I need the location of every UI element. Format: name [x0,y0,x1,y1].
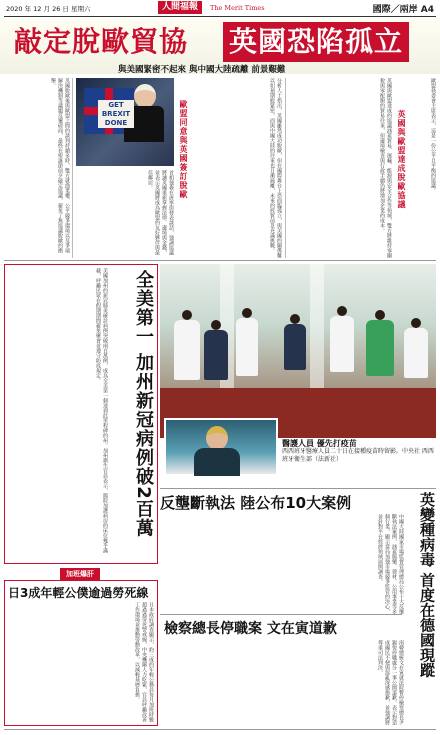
newspaper-logo: 人間福報 [158,1,202,14]
footer-rule [4,729,436,730]
japan-story-title: 日3成年輕公僕逾過勞死線 [8,586,149,600]
headline-banner [0,18,440,74]
newspaper-logo-english: The Merit Times [210,4,265,12]
caption-heading: 醫護人員 優先打疫苗 [282,439,357,448]
section-rule [160,488,436,489]
japan-story-tag: 加班爆肝 [60,568,100,580]
article-text-block: 歐盟執委會主席表示，這是一份公平且平衡的協議。 [430,78,436,193]
column-divider [72,78,73,258]
section-rule [4,260,436,261]
headline-part-1: 敲定脫歐貿協 [14,25,189,58]
vaccination-photo [160,264,436,438]
issue-date: 2020 年 12 月 26 日 星期六 [6,5,91,13]
california-story-title [112,270,156,560]
masthead [0,0,440,16]
article-text-block: 首相強森在唐寧街發表談話，強調協議將讓英國重新掌握法律、邊境與金錢，並表示英國將成為歐盟的友好夥伴與最佳鄰居。 [147,170,174,255]
side-title-left: 歐盟同意與英國簽訂脫歐 [179,100,188,199]
article-text-block: 分析人士指出，英國雖然成功脫歐，但在國際舞台上恐面臨孤立，與美國的關係難以如預期般緊密，而與中國大陸的往來也日漸疏離，未來的經貿前景充滿挑戰。 [269,78,282,258]
headline-subhead: 與美國緊密不起來 與中國大陸疏離 前景艱難 [118,65,286,75]
article-text-block: 英國與歐盟達成的協議涵蓋貿易、運輸、能源與安全合作等領域，雙方將維持零關稅與零配額的貿易往來，但邊境檢查與行政手續仍將增加企業的成本。 [379,78,392,258]
uk-variant-story-title: 英變種病毒 首度在德國現蹤 [418,492,436,678]
page-section: 國際／兩岸 A4 [372,5,434,15]
caption-body: 西西班牙醫療人員二十日在接種疫苗時留影。中央社 西西班牙衛生部（法新社） [282,448,434,463]
top-rule [4,16,436,17]
column-divider [285,78,286,258]
nurse-inset-photo [164,418,278,476]
california-title-line-1: 全美第一 [133,270,154,346]
brexit-photo [76,78,174,166]
prosecutor-story-title: 檢察總長停職案 文在寅道歉 [164,621,337,637]
article-text-block: 美國加州的新冠肺炎確診病例突破兩百萬例，成為全美第一個達到此里程碑的州。加州衛生官員表示，醫院加護病房的床位幾乎滿載，呼籲民眾在假期期間避免聚會並遵守防疫規定。 [95,268,108,553]
article-text-block: 日本政府調查顯示，約三成的年輕公務員每月加班時數超過過勞死警戒線，中央機關人力吃緊，官員呼籲改善工作環境並推動勞動改革，以減輕基層負擔。 [134,602,154,722]
photo-sign-text: GET BREXIT DONE [98,100,134,128]
california-title-line-2: 加州新冠病例破2百萬 [133,353,154,538]
side-title-right: 英國與歐盟達成脫歐協議 [397,110,406,209]
photo-caption [282,440,436,484]
antitrust-story-title: 反壟斷執法 陸公布10大案例 [160,494,352,512]
article-text-block: 中國大陸國家市場監督管理總局公布十大反壟斷執法案例，涵蓋醫藥、建材、公用事業等多個行業，顯示當局加強市場競爭監管的決心，並針對平台經濟領域展開調查。 [377,514,404,614]
headline-part-2: 英國恐陷孤立 [223,22,409,62]
article-text-block: 英國脫歐後與歐盟之間的談判持續多時，雙方就漁業權、公平競爭環境以及爭端解決機制等議題反覆磋商，最終在聖誕節前夕敲定協議，避免了無協議脫歐的衝擊。 [50,78,70,253]
article-text-block: 南韓總統文在寅就法院暫停檢察總長尹錫悅停職處分一事公開道歉，表示對造成國民不便與混亂深感抱歉，並強調將尊重司法判決。 [377,640,404,725]
section-rule [160,614,402,615]
